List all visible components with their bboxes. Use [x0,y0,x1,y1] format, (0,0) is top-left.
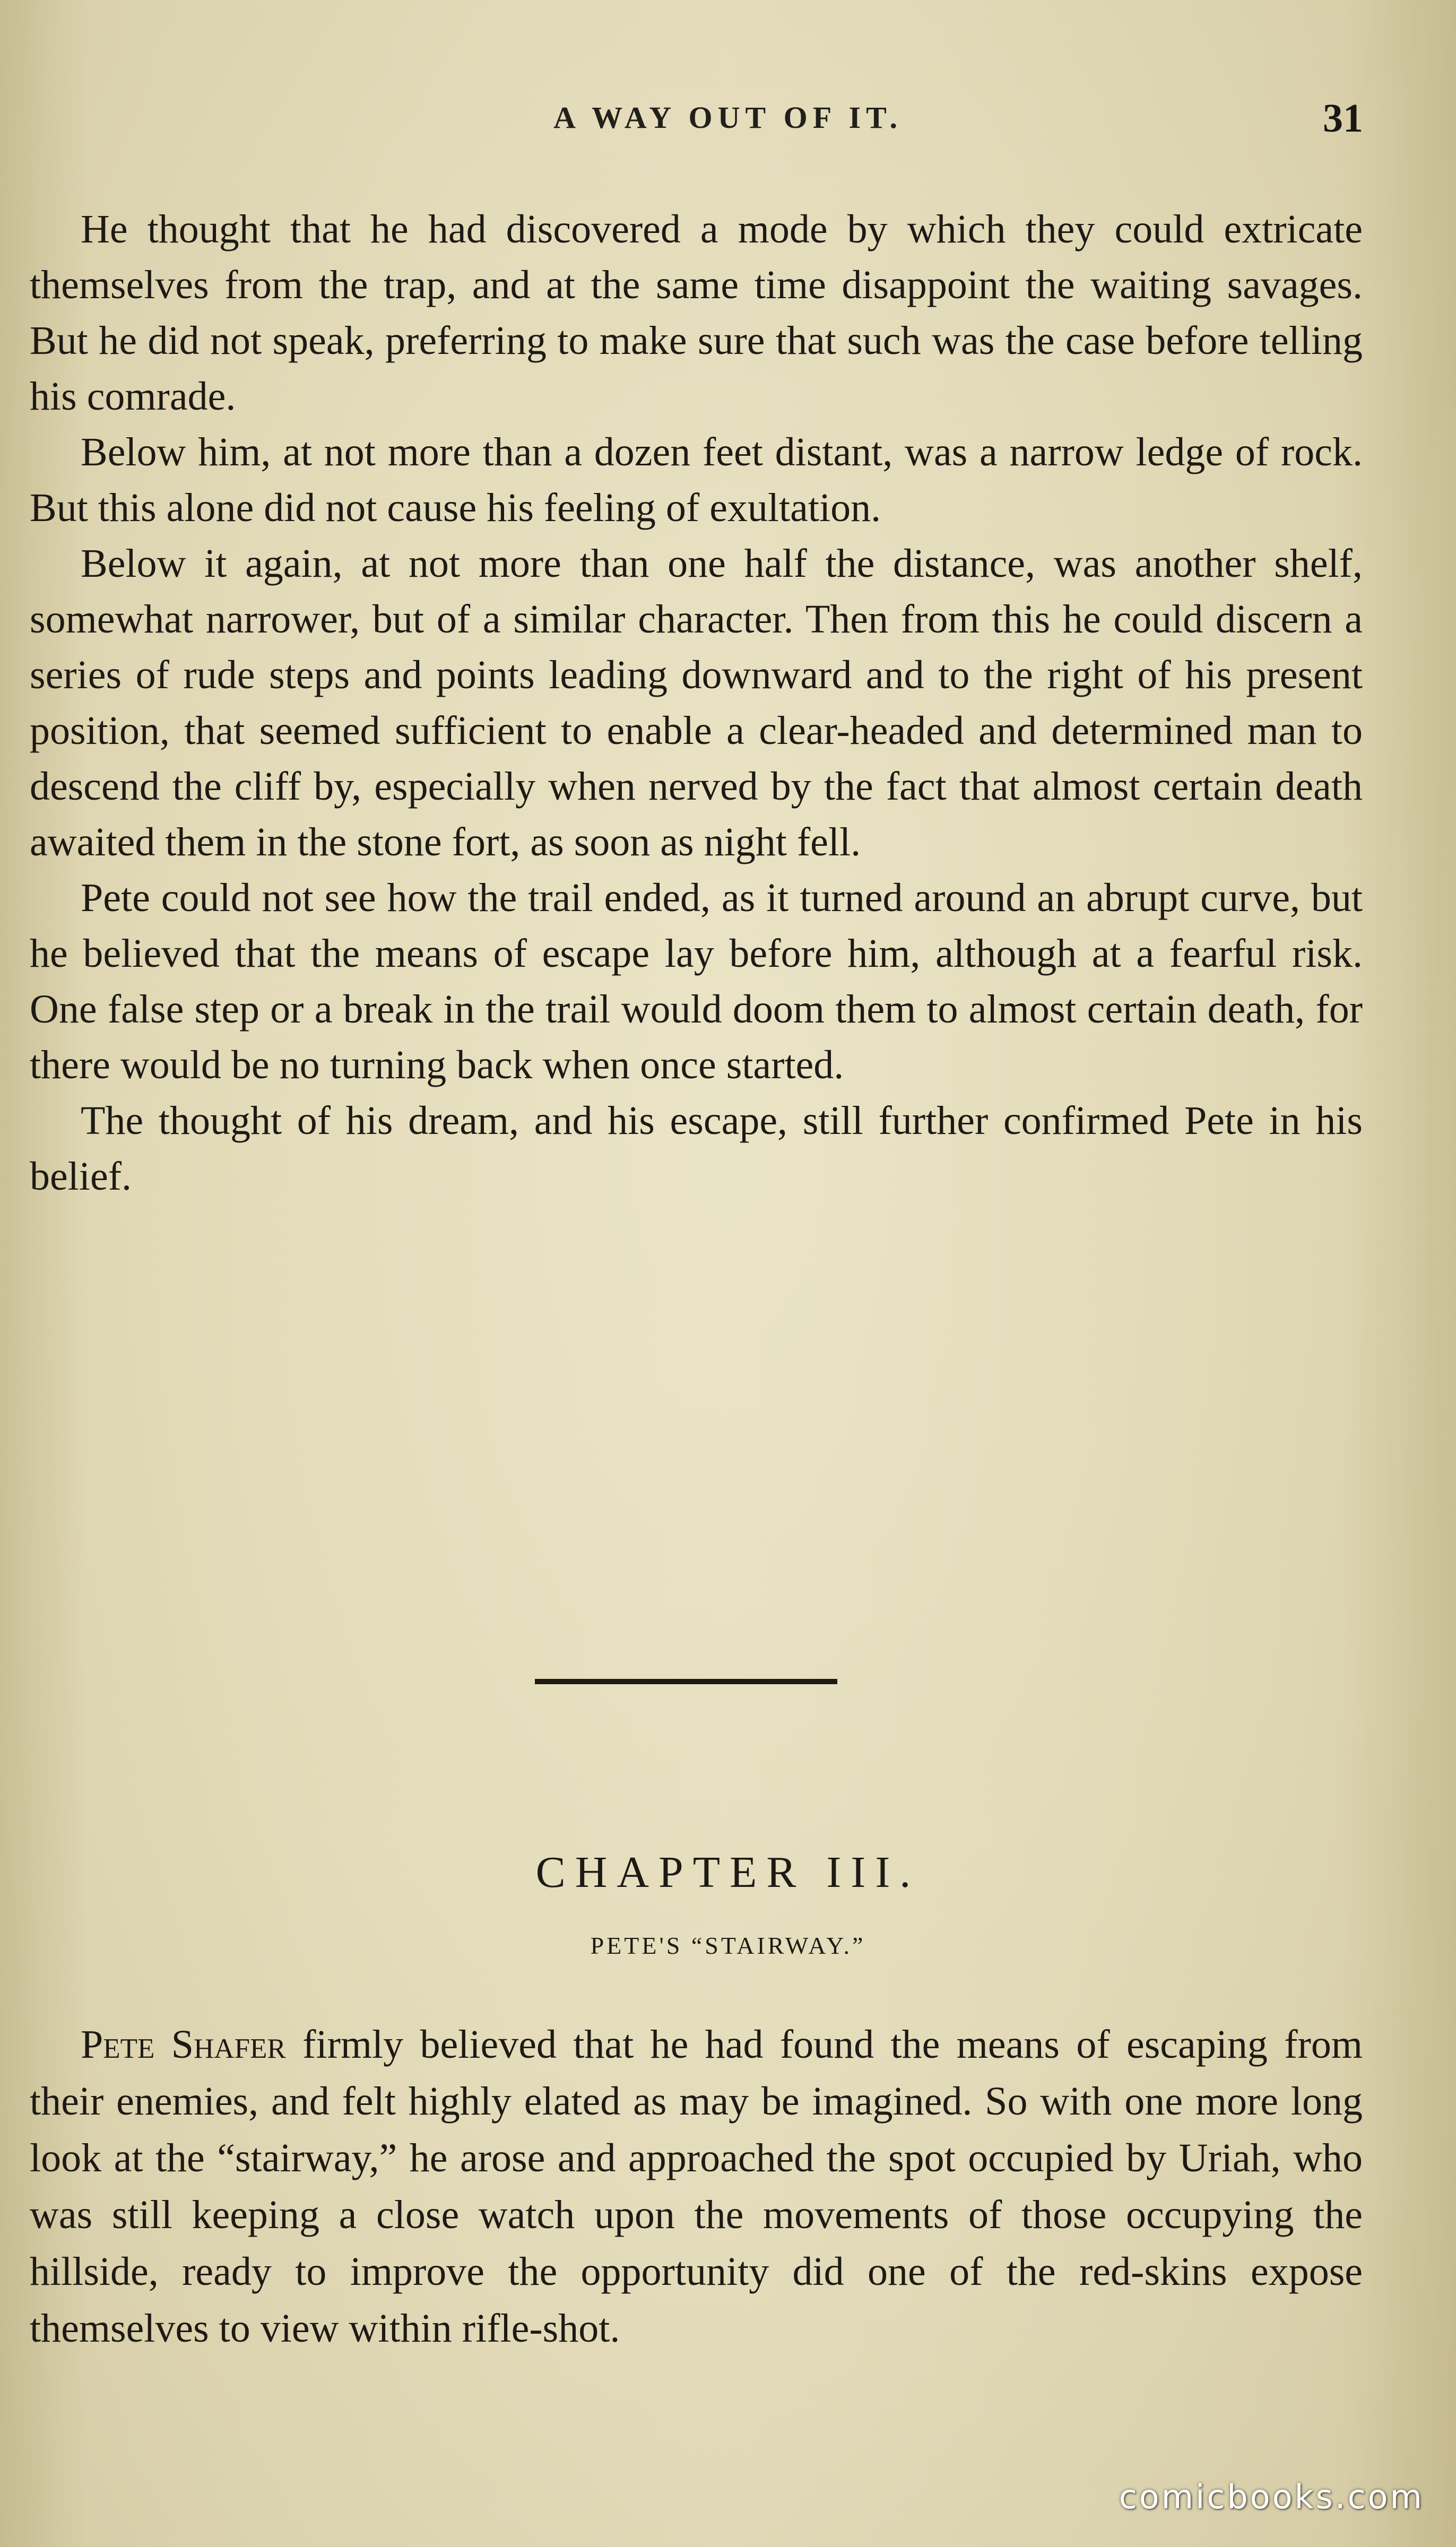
paragraph: Below it again, at not more than one half the distance, was another shelf, somewhat narrower, but of a similar character. Then from this he could discern a series of rude steps and points leading downward and to the right of his present position, that seemed sufficient to enable a clear-headed and determined man to descend the cliff by, especially when nerved by the fact that almost certain death awaited them in the stone fort, as soon as night fell. [30,541,1363,864]
paragraph: He thought that he had discovered a mode by which they could extricate themselves from the trap, and at the same time disappoint the waiting savages. But he did not speak, preferring to make sure that such was the case before telling his comrade. [30,207,1363,419]
body-text [30,202,1363,1205]
watermark-text: comicbooks.com [1119,2477,1424,2516]
chapter-subtitle: PETE'S “STAIRWAY.” [590,1932,866,1959]
running-head [0,96,1456,143]
chapter-text [30,2016,1363,2357]
paragraph: Below him, at not more than a dozen feet distant, was a narrow ledge of rock. But this alone did not cause his feeling of exultation. [30,430,1363,530]
page-number: 31 [1323,96,1363,141]
paragraph: The thought of his dream, and his escape, still further confirmed Pete in his belief. [30,1098,1363,1199]
section-divider [535,1679,837,1684]
chapter-first-paragraph [30,2016,1363,2357]
chapter-lead-name: Pete Shafer [81,2022,286,2067]
chapter-heading: CHAPTER III. [535,1848,921,1897]
paragraph: Pete could not see how the trail ended, as it turned around an abrupt curve, but he believed that the means of escape lay before him, although at a fearful risk. One false step or a break in the trail would doom them to almost certain death, for there would be no turning back when once started. [30,876,1363,1087]
running-title: A WAY OUT OF IT. [553,100,903,135]
chapter-paragraph-text: firmly believed that he had found the means of escaping from their enemies, and felt highly elated as may be imagined. So with one more long look at the “stairway,” he arose and approached the spot occupied by Uriah, who was still keeping a close watch upon the movements of those occupying the hillside, ready to improve the opportunity did one of the red-skins expose themselves to view within rifle-shot. [30,2022,1363,2351]
